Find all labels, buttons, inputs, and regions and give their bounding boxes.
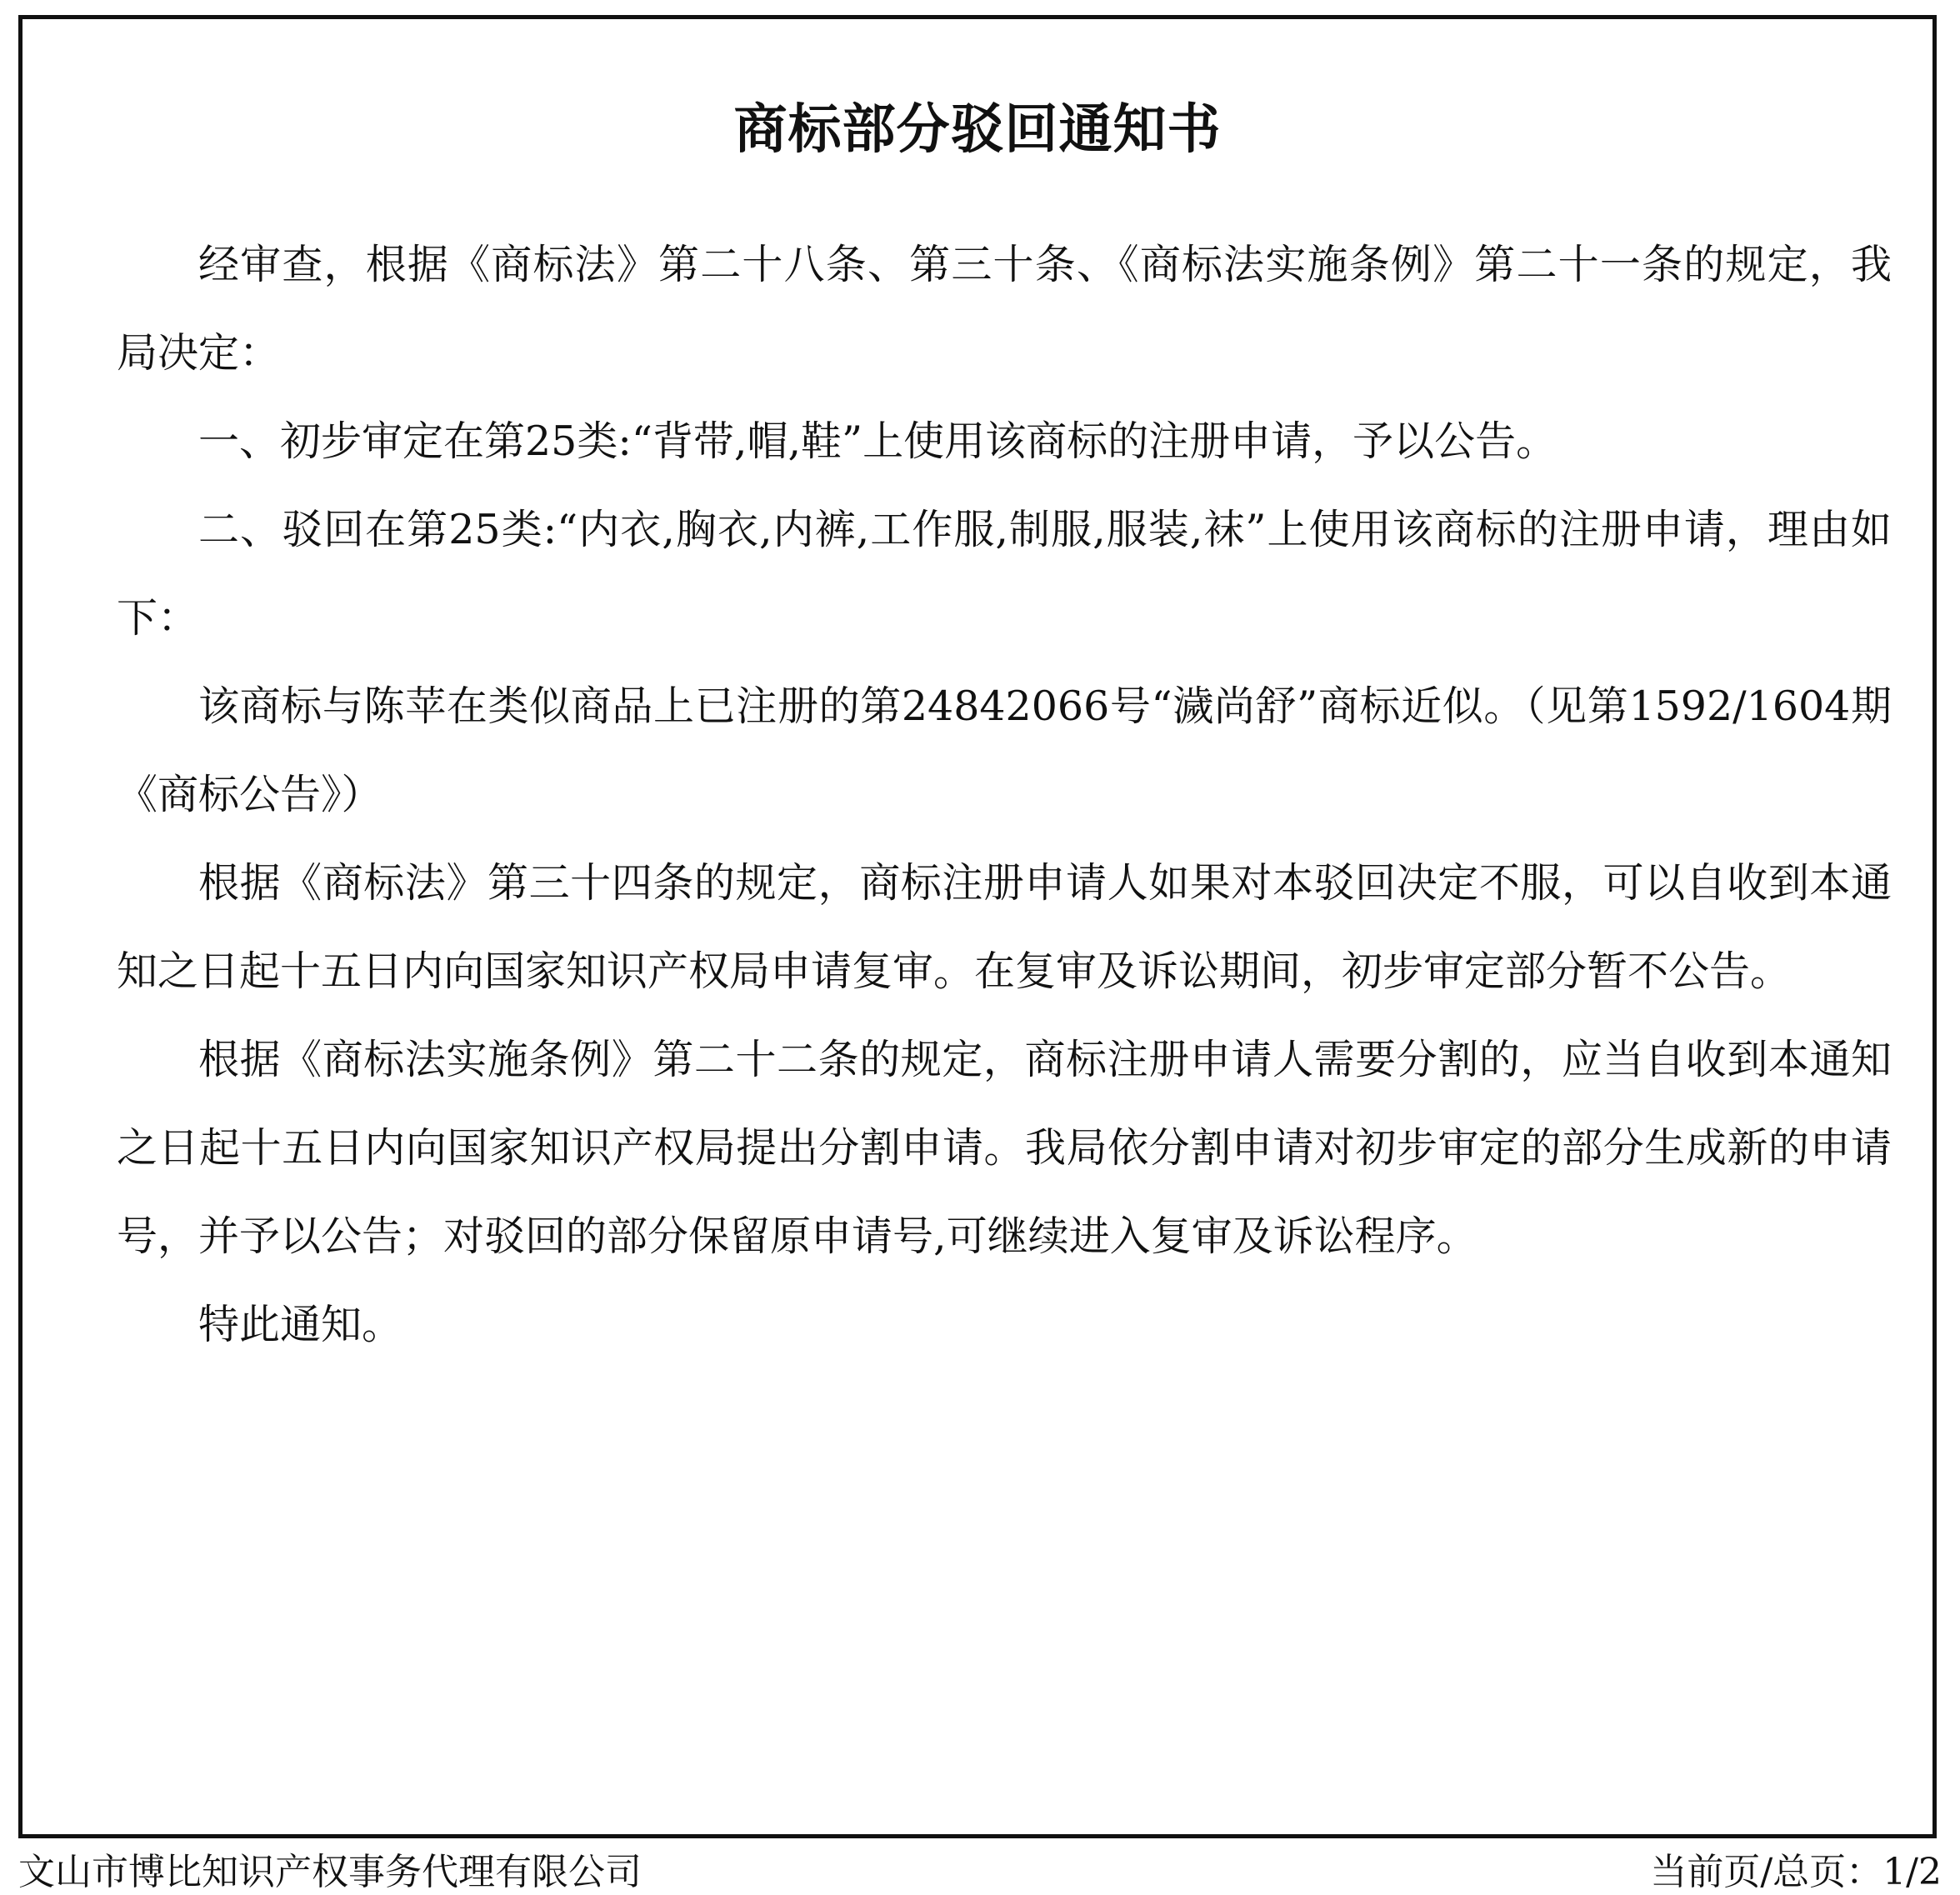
paragraph-review-rights: 根据《商标法》第三十四条的规定，商标注册申请人如果对本驳回决定不服，可以自收到本通知之日起十五日内向国家知识产权局申请复审。在复审及诉讼期间，初步审定部分暂不公告。 — [117, 859, 1892, 995]
document-title: 商标部分驳回通知书 — [733, 99, 1222, 161]
paragraph-rejection-reason: 该商标与陈苹在类似商品上已注册的第24842066号“濊尚舒”商标近似。（见第1592/1604期《商标公告》） — [117, 682, 1892, 818]
document-body — [117, 221, 1892, 1369]
paragraph-rejected-goods: 二、驳回在第25类:“内衣,胸衣,内裤,工作服,制服,服装,袜”上使用该商标的注册申请，理由如下： — [117, 506, 1892, 642]
footer-company: 文山市博比知识产权事务代理有限公司 — [18, 1851, 642, 1893]
paragraph-decision-intro: 经审查，根据《商标法》第二十八条、第三十条、《商标法实施条例》第二十一条的规定，我局决定： — [117, 241, 1892, 377]
paragraph-division-rules: 根据《商标法实施条例》第二十二条的规定，商标注册申请人需要分割的，应当自收到本通知之日起十五日内向国家知识产权局提出分割申请。我局依分割申请对初步审定的部分生成新的申请号，并予以公告；对驳回的部分保留原申请号,可继续进入复审及诉讼程序。 — [117, 1036, 1892, 1260]
page-label: 当前页/总页： — [1650, 1851, 1883, 1893]
paragraph-approved-goods: 一、初步审定在第25类:“背带,帽,鞋”上使用该商标的注册申请，予以公告。 — [198, 418, 1558, 465]
paragraph-closing: 特此通知。 — [198, 1301, 403, 1348]
footer-page-indicator — [1650, 1850, 1942, 1895]
document-frame — [18, 15, 1937, 1838]
page-number: 1/2 — [1882, 1851, 1942, 1893]
